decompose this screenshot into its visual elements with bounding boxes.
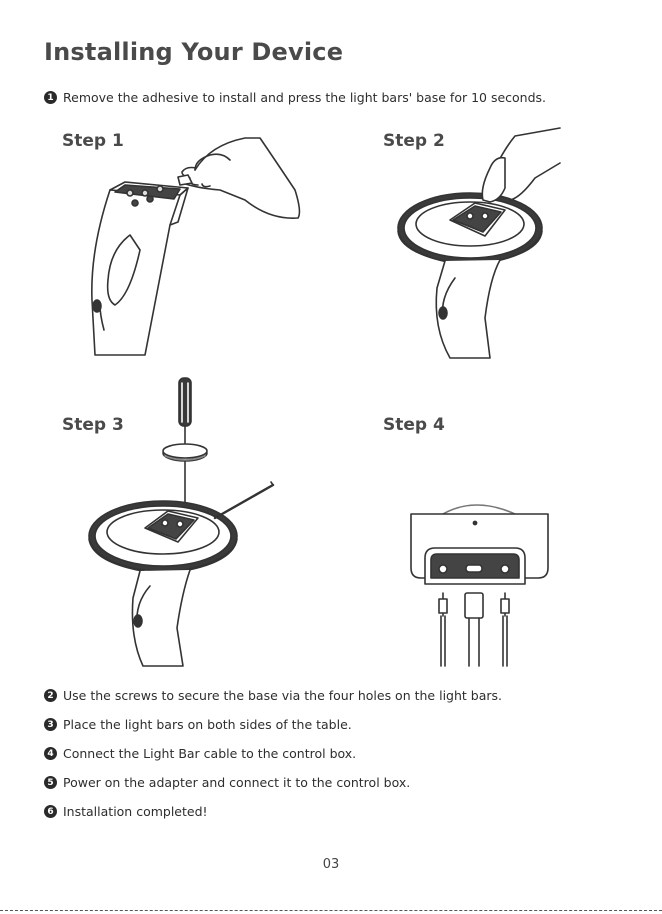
instruction-2 (44, 688, 502, 703)
instruction-text: Remove the adhesive to install and press the light bars' base for 10 seconds. (63, 90, 547, 105)
step-number-badge: 5 (44, 776, 57, 789)
page-number: 03 (322, 857, 340, 872)
step-number-badge: 4 (44, 747, 57, 760)
page-bottom-border (0, 910, 662, 911)
step-3-illustration (85, 378, 280, 668)
instruction-text: Power on the adapter and connect it to the control box. (63, 775, 411, 790)
instruction-3 (44, 717, 352, 732)
instruction-5 (44, 775, 410, 790)
step-2-illustration (395, 128, 565, 360)
step-1-illustration (70, 130, 310, 365)
instruction-6 (44, 804, 208, 819)
instruction-text: Use the screws to secure the base via the four holes on the light bars. (63, 688, 502, 703)
instruction-text: Installation completed! (63, 804, 208, 819)
instruction-1 (44, 90, 546, 105)
step-4-illustration (405, 496, 555, 668)
instruction-4 (44, 746, 356, 761)
step-number-badge: 6 (44, 805, 57, 818)
step-2-label: Step 2 (383, 131, 445, 151)
instruction-text: Connect the Light Bar cable to the control box. (63, 746, 357, 761)
instruction-text: Place the light bars on both sides of the table. (63, 717, 352, 732)
step-3-label: Step 3 (62, 415, 124, 435)
step-number-badge: 3 (44, 718, 57, 731)
step-number-badge: 1 (44, 91, 57, 104)
page-title: Installing Your Device (44, 38, 344, 66)
step-1-label: Step 1 (62, 131, 124, 151)
step-4-label: Step 4 (383, 415, 445, 435)
step-number-badge: 2 (44, 689, 57, 702)
